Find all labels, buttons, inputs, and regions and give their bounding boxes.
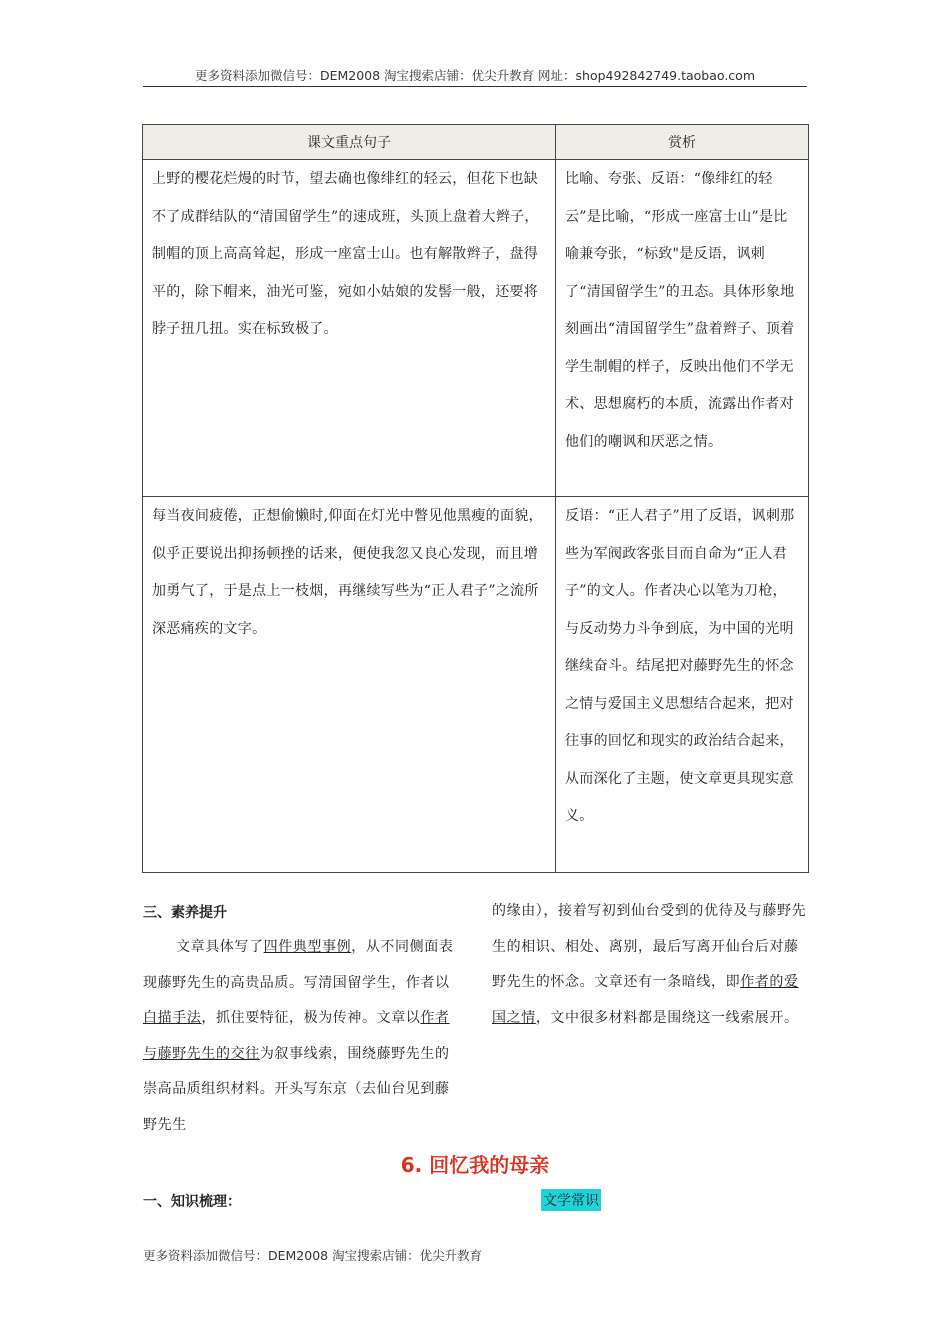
column-header-sentence: 课文重点句子	[143, 125, 556, 160]
sentence-text: 上野的樱花烂熳的时节，望去确也像绯红的轻云，但花下也缺不了成群结队的“清国留学生”的速成班，头顶上盘着大辫子，制帽的顶上高高耸起，形成一座富士山。也有解散辫子，盘得平的，除下帽来，油光可鉴，宛如小姑娘的发髻一般，还要将脖子扭几扭。实在标致极了。	[152, 171, 539, 337]
highlight-tag: 文学常识	[541, 1189, 601, 1211]
underlined-phrase: 四件典型事例	[263, 939, 352, 955]
table-cell-analysis	[556, 497, 809, 873]
paragraph-text: ，抓住要特征，极为传神。文章以	[201, 1010, 421, 1026]
paragraph-text: 的缘由），接着写初到仙台受到的优待及与藤野先生的相识、相处、离别，最后写离开仙台后对藤野先生的怀念。文章还有一条暗线，即	[492, 903, 807, 990]
paragraph-text: ，从不同侧面表现藤野先生的高贵品质。写清国留学生，作者以	[143, 939, 454, 991]
table-cell-analysis	[556, 160, 809, 497]
literacy-paragraph-left	[143, 930, 461, 1143]
paragraph-text: ，文中很多材料都是围绕这一线索展开。	[535, 1009, 799, 1026]
table-cell-sentence	[143, 160, 556, 497]
underlined-phrase: 作者与藤野先生的交往	[143, 1010, 450, 1062]
table-header-row	[143, 125, 809, 160]
analysis-text: 比喻、夸张、反语：“像绯红的轻云”是比喻，“形成一座富士山”是比喻兼夸张，“标致"是反语，讽刺了“清国留学生”的丑态。具体形象地刻画出“清国留学生”盘着辫子、顶着学生制帽的样子，反映出他们不学无术、思想腐朽的本质，流露出作者对他们的嘲讽和厌恶之情。	[565, 171, 795, 450]
table-row	[143, 497, 809, 873]
page-footer: 更多资料添加微信号：DEM2008 淘宝搜索店铺：优尖升教育	[143, 1248, 483, 1263]
lesson-title: 6. 回忆我的母亲	[400, 1153, 550, 1177]
paragraph-text: 文章具体写了	[176, 939, 264, 955]
underlined-phrase: 白描手法	[143, 1010, 202, 1026]
literacy-paragraph-right	[492, 894, 810, 1036]
key-sentences-table	[142, 124, 809, 873]
analysis-text: 反语：“正人君子”用了反语，讽刺那些为军阀政客张目而自命为“正人君子”的文人。作者决心以笔为刀枪，与反动势力斗争到底，为中国的光明继续奋斗。结尾把对藤野先生的怀念之情与爱国主义思想结合起来，把对往事的回忆和现实的政治结合起来，从而深化了主题，使文章更具现实意义。	[565, 508, 795, 824]
column-header-analysis: 赏析	[556, 125, 809, 160]
page-header: 更多资料添加微信号：DEM2008 淘宝搜索店铺：优尖升教育 网址：shop492842749.taobao.com	[194, 68, 756, 83]
paragraph-text: 为叙事线索，围绕藤野先生的崇高品质组织材料。开头写东京（去仙台见到藤野先生	[143, 1045, 450, 1133]
section-title-knowledge: 一、知识梳理：	[143, 1194, 241, 1210]
sentence-text: 每当夜间疲倦，正想偷懒时,仰面在灯光中瞥见他黑瘦的面貌，似乎正要说出抑扬顿挫的话来，便使我忽又良心发现，而且增加勇气了，于是点上一枝烟，再继续写些为“正人君子”之流所深恶痛疾的文字。	[152, 508, 543, 637]
underlined-phrase: 作者的爱国之情	[492, 974, 799, 1026]
table-row	[143, 160, 809, 497]
table-cell-sentence	[143, 497, 556, 873]
section-title-literacy: 三、素养提升	[143, 905, 227, 921]
header-rule	[143, 86, 807, 87]
